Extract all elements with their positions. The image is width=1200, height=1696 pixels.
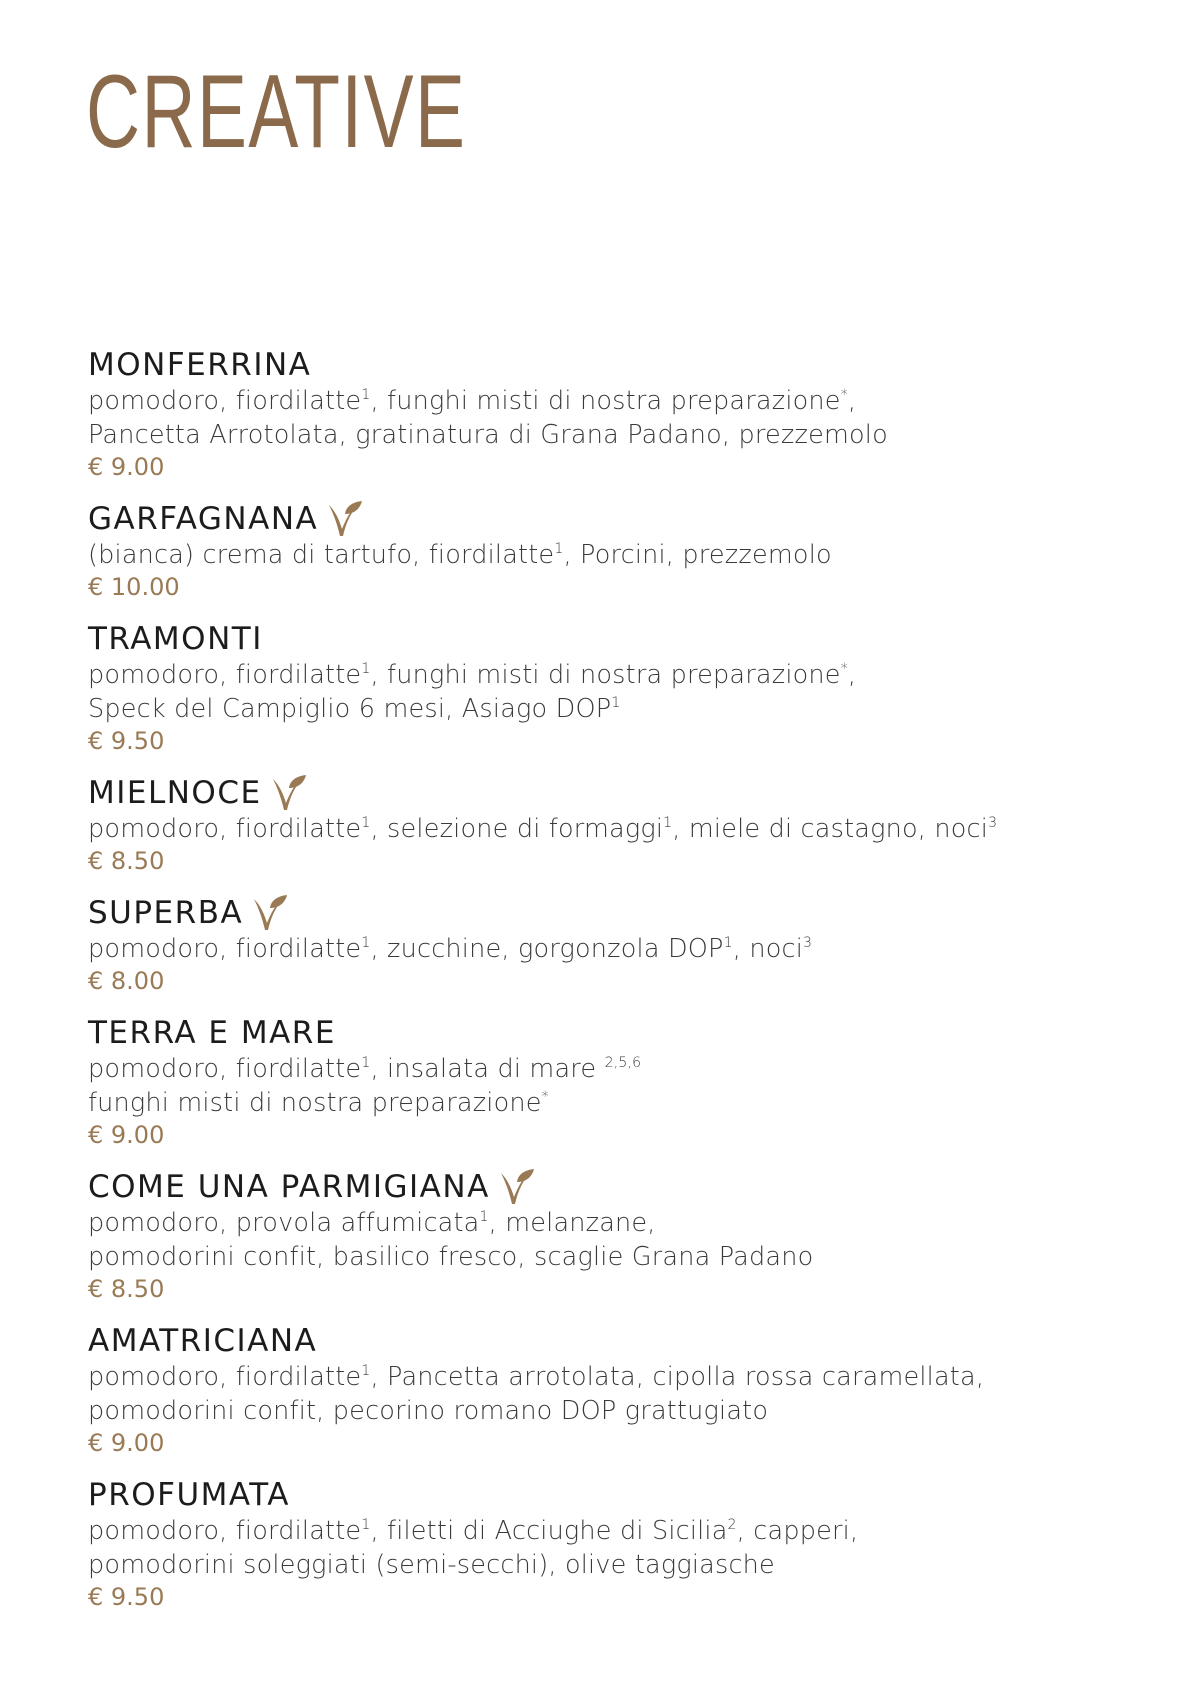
item-description: funghi misti di nostra preparazione* <box>88 1088 549 1118</box>
item-name <box>88 894 1148 932</box>
menu-item <box>88 1322 1148 1476</box>
item-description: pomodorini confit, basilico fresco, scaglie Grana Padano <box>88 1242 814 1272</box>
item-name <box>88 1168 1148 1206</box>
allergen-note: 1 <box>554 541 564 557</box>
item-name-text: TRAMONTI <box>88 621 263 657</box>
item-name <box>88 346 1148 384</box>
item-description: pomodoro, fiordilatte$^1$, filetti di Acciughe di Sicilia$^2$, capperi, <box>88 1516 859 1546</box>
item-description: pomodorini soleggiati (semi-secchi), olive taggiasche <box>88 1550 775 1580</box>
item-name-text: SUPERBA <box>88 895 244 931</box>
item-price: € 8.00 <box>88 967 165 995</box>
item-price: € 9.00 <box>88 453 165 481</box>
item-description: Pancetta Arrotolata, gratinatura di Grana Padano, prezzemolo <box>88 420 888 450</box>
menu-item <box>88 1014 1148 1168</box>
item-name <box>88 774 1148 812</box>
item-name-text: GARFAGNANA <box>88 501 319 537</box>
menu-item <box>88 894 1148 1014</box>
item-price: € 10.00 <box>88 573 180 601</box>
item-name-text: AMATRICIANA <box>88 1323 318 1359</box>
allergen-note: 1 <box>361 387 371 403</box>
allergen-note: 1 <box>663 815 673 831</box>
allergen-note: 1 <box>361 1363 371 1379</box>
menu-item <box>88 1476 1148 1630</box>
item-price: € 9.00 <box>88 1121 165 1149</box>
allergen-note: 1 <box>361 935 371 951</box>
allergen-note: 1 <box>361 815 371 831</box>
item-description: pomodoro, fiordilatte$^1$, insalata di mare $^{2,5,6}$ <box>88 1054 642 1084</box>
item-price: € 9.50 <box>88 727 165 755</box>
menu-item <box>88 346 1148 500</box>
item-description: pomodoro, fiordilatte$^1$, zucchine, gorgonzola DOP$^1$, noci$^3$ <box>88 934 813 964</box>
veg-leaf-icon <box>326 499 364 539</box>
item-name-text: TERRA E MARE <box>88 1015 336 1051</box>
item-description: Speck del Campiglio 6 mesi, Asiago DOP$^1$ <box>88 694 621 724</box>
menu-item <box>88 620 1148 774</box>
allergen-note: 1 <box>361 661 371 677</box>
item-description: pomodoro, fiordilatte$^1$, selezione di formaggi$^1$, miele di castagno, noci$^3$ <box>88 814 998 844</box>
item-name <box>88 1014 1148 1052</box>
item-name <box>88 620 1148 658</box>
allergen-note: 1 <box>611 695 621 711</box>
item-description: pomodoro, fiordilatte$^1$, Pancetta arrotolata, cipolla rossa caramellata, <box>88 1362 985 1392</box>
menu-list <box>88 346 1148 1630</box>
allergen-note: 1 <box>361 1517 371 1533</box>
allergen-note: * <box>840 661 848 677</box>
allergen-note: * <box>840 387 848 403</box>
item-name-text: MIELNOCE <box>88 775 262 811</box>
allergen-note: 2 <box>727 1517 737 1533</box>
item-description: (bianca) crema di tartufo, fiordilatte$^1$, Porcini, prezzemolo <box>88 540 832 570</box>
item-name-text: PROFUMATA <box>88 1477 290 1513</box>
item-description: pomodoro, fiordilatte$^1$, funghi misti di nostra preparazione*, <box>88 386 857 416</box>
allergen-note: 3 <box>988 815 998 831</box>
allergen-note: 1 <box>479 1209 489 1225</box>
item-price: € 8.50 <box>88 1275 165 1303</box>
allergen-note: 1 <box>723 935 733 951</box>
menu-item <box>88 1168 1148 1322</box>
item-name <box>88 500 1148 538</box>
item-name-text: COME UNA PARMIGIANA <box>88 1169 490 1205</box>
menu-item <box>88 500 1148 620</box>
allergen-note: * <box>541 1089 549 1105</box>
item-name-text: MONFERRINA <box>88 347 312 383</box>
veg-leaf-icon <box>270 773 308 813</box>
menu-item <box>88 774 1148 894</box>
veg-leaf-icon <box>498 1167 536 1207</box>
veg-leaf-icon <box>251 893 289 933</box>
item-description: pomodoro, fiordilatte$^1$, funghi misti di nostra preparazione*, <box>88 660 857 690</box>
item-price: € 9.50 <box>88 1583 165 1611</box>
item-description: pomodoro, provola affumicata$^1$, melanzane, <box>88 1208 656 1238</box>
item-name <box>88 1476 1148 1514</box>
item-price: € 8.50 <box>88 847 165 875</box>
allergen-note: 3 <box>803 935 813 951</box>
allergen-note: 2,5,6 <box>604 1055 642 1071</box>
item-price: € 9.00 <box>88 1429 165 1457</box>
allergen-note: 1 <box>361 1055 371 1071</box>
item-description: pomodorini confit, pecorino romano DOP grattugiato <box>88 1396 769 1426</box>
item-name <box>88 1322 1148 1360</box>
page-title: CREATIVE <box>86 54 467 170</box>
